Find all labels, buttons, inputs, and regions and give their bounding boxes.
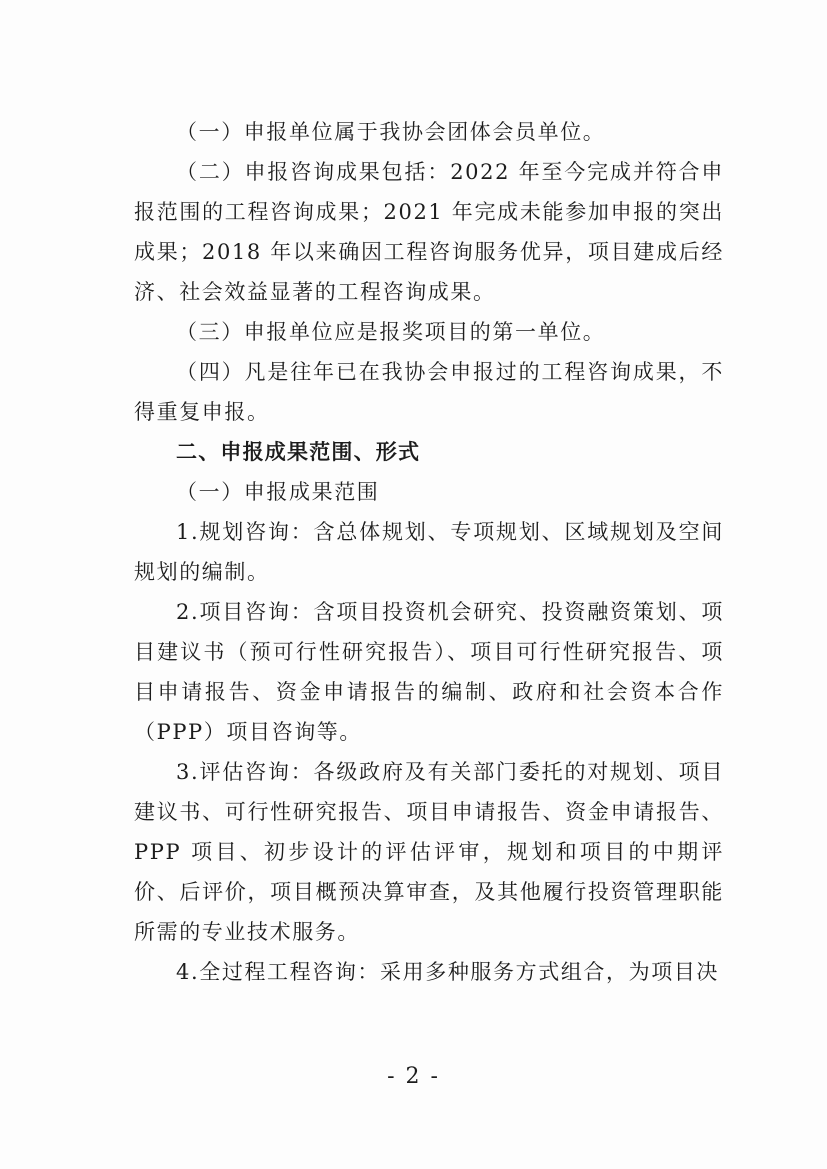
paragraph-whole-process-consulting: 4.全过程工程咨询：采用多种服务方式组合，为项目决 bbox=[176, 960, 720, 984]
paragraph-planning-consulting: 1.规划咨询：含总体规划、专项规划、区域规划及空间规划的编制。 bbox=[134, 520, 724, 584]
paragraph-member-unit: （一）申报单位属于我协会团体会员单位。 bbox=[176, 120, 606, 144]
paragraph-results-scope-years: （二）申报咨询成果包括：2022 年至今完成并符合申报范围的工程咨询成果；2021 年完成未能参加申报的突出成果；2018 年以来确因工程咨询服务优异，项目建成后经济、社会效益显著的工程咨询成果。 bbox=[134, 160, 724, 304]
paragraph-first-unit: （三）申报单位应是报奖项目的第一单位。 bbox=[176, 320, 606, 344]
paragraph-no-repeat: （四）凡是往年已在我协会申报过的工程咨询成果，不得重复申报。 bbox=[134, 360, 724, 424]
paragraph-evaluation-consulting: 3.评估咨询：各级政府及有关部门委托的对规划、项目建议书、可行性研究报告、项目申请报告、资金申请报告、PPP 项目、初步设计的评估评审，规划和项目的中期评价、后评价，项目概预决算审查，及其他履行投资管理职能所需的专业技术服务。 bbox=[134, 760, 724, 944]
paragraph-project-consulting: 2.项目咨询：含项目投资机会研究、投资融资策划、项目建议书（预可行性研究报告）、项目可行性研究报告、项目申请报告、资金申请报告的编制、政府和社会资本合作（PPP）项目咨询等。 bbox=[134, 600, 724, 744]
page-number: - 2 - bbox=[387, 1064, 440, 1089]
document-body bbox=[134, 112, 724, 992]
section-heading-scope-form: 二、申报成果范围、形式 bbox=[176, 440, 421, 464]
subheading-results-scope: （一）申报成果范围 bbox=[176, 480, 380, 504]
